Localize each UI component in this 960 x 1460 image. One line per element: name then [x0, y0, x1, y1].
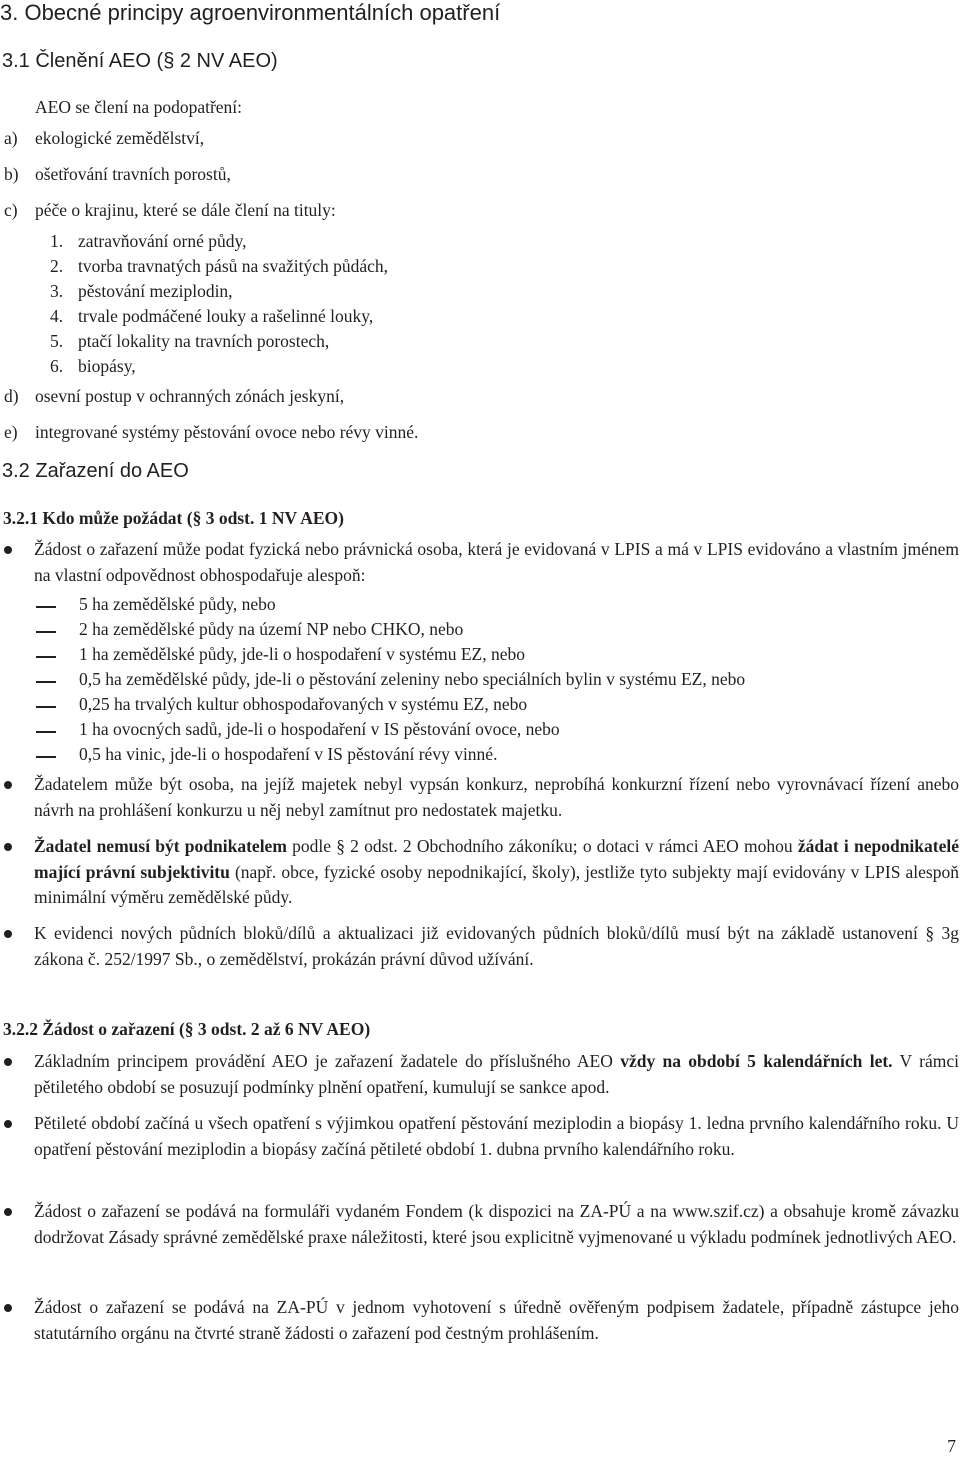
dash-list-item: 5 ha zemědělské půdy, nebo	[79, 594, 276, 614]
bullet-icon	[4, 781, 12, 789]
list-marker: 5.	[50, 331, 64, 351]
dash-icon	[36, 656, 56, 658]
dash-list-item: 0,5 ha zemědělské půdy, jde-li o pěstování zeleniny nebo speciálních bylin v systému EZ, nebo	[79, 669, 746, 689]
list-item-text: integrované systémy pěstování ovoce nebo révy vinné.	[35, 422, 419, 442]
bullet-icon	[4, 1304, 12, 1312]
list-item-text: osevní postup v ochranných zónách jeskyní,	[35, 386, 345, 406]
bold-text: vždy na období 5 kalendářních let.	[620, 1051, 893, 1071]
dash-list-item: 1 ha zemědělské půdy, jde-li o hospodaření v systému EZ, nebo	[79, 644, 525, 664]
paragraph: K evidenci nových půdních bloků/dílů a aktualizaci již evidovaných půdních bloků/dílů musí být na základě ustanovení § 3g zákona č. 252/1997 Sb., o zemědělství, prokázán právní důvod užívání.	[34, 923, 959, 969]
section-title: 3. Obecné principy agroenvironmentálních opatření	[0, 0, 501, 25]
bullet-icon	[4, 1120, 12, 1128]
dash-list-item: 1 ha ovocných sadů, jde-li o hospodaření v IS pěstování ovoce, nebo	[79, 719, 560, 739]
list-item-text: ošetřování travních porostů,	[35, 164, 231, 184]
list-marker: 2.	[50, 256, 64, 276]
list-marker: a)	[4, 128, 18, 148]
subsection-title-3-1: 3.1 Členění AEO (§ 2 NV AEO)	[2, 50, 278, 72]
text-run: Základním principem provádění AEO je zařazení žadatele do příslušného AEO	[34, 1051, 621, 1071]
paragraph: Žádost o zařazení se podává na ZA-PÚ v jednom vyhotovení s úředně ověřeným podpisem žadatele, případně zástupce jeho statutárního orgánu na čtvrté straně žádosti o zařazení pod čestným prohlášením.	[34, 1297, 959, 1343]
dash-list-item: 0,5 ha vinic, jde-li o hospodaření v IS pěstování révy vinné.	[79, 744, 498, 764]
bold-text: Žadatel nemusí být podnikatelem	[34, 836, 287, 856]
heading-3-2-2: 3.2.2 Žádost o zařazení (§ 3 odst. 2 až 6 NV AEO)	[3, 1019, 371, 1039]
list-intro: AEO se člení na podopatření:	[35, 97, 243, 117]
list-marker: 1.	[50, 231, 64, 251]
paragraph: Žádost o zařazení se podává na formuláři vydaném Fondem (k dispozici na ZA-PÚ a na www.szif.cz) a obsahuje kromě závazku dodržovat Zásady správné zemědělské praxe náležitosti, které jsou explicitně vyjmenované u výkladu podmínek jednotlivých AEO.	[34, 1201, 959, 1247]
bullet-icon	[4, 930, 12, 938]
list-item-text: zatravňování orné půdy,	[78, 231, 247, 251]
subsection-title-3-2: 3.2 Zařazení do AEO	[2, 460, 189, 482]
list-item-text: trvale podmáčené louky a rašelinné louky,	[78, 306, 374, 326]
list-marker: 4.	[50, 306, 64, 326]
text-run: (např. obce, fyzické osoby nepodnikající, školy), jestliže tyto subjekty mají evidovány v LPIS alespoň minimální výměru zemědělské půdy.	[34, 861, 959, 907]
list-marker: c)	[4, 200, 18, 220]
paragraph: Pětileté období začíná u všech opatření s výjimkou opatření pěstování meziplodin a biopásy 1. ledna prvního kalendářního roku. U opatření pěstování meziplodin a biopásy začíná pětileté období 1. dubna prvního kalendářního roku.	[34, 1113, 959, 1159]
list-item-text: ptačí lokality na travních porostech,	[78, 331, 330, 351]
list-marker: e)	[4, 422, 18, 442]
list-marker: b)	[4, 164, 19, 184]
paragraph: Žadatelem může být osoba, na jejíž majetek nebyl vypsán konkurz, neprobíhá konkurzní řízení nebo vyrovnávací řízení anebo návrh na prohlášení konkurzu u něj nebyl zamítnut pro nedostatek majetku.	[34, 774, 959, 820]
bullet-icon	[4, 546, 12, 554]
dash-icon	[36, 756, 56, 758]
bold-text: žádat i nepodnikatelé mající právní subjektivitu	[34, 836, 959, 882]
list-item-text: ekologické zemědělství,	[35, 128, 205, 148]
paragraph	[34, 834, 959, 911]
page-number: 7	[947, 1436, 956, 1456]
paragraph: Žádost o zařazení může podat fyzická nebo právnická osoba, která je evidovaná v LPIS a má v LPIS evidováno a vlastním jménem na vlastní odpovědnost obhospodařuje alespoň:	[34, 539, 959, 585]
list-item-text: biopásy,	[78, 356, 136, 376]
dash-icon	[36, 706, 56, 708]
dash-icon	[36, 731, 56, 733]
bullet-icon	[4, 1058, 12, 1066]
list-item-text: tvorba travnatých pásů na svažitých půdách,	[78, 256, 389, 276]
list-marker: 3.	[50, 281, 64, 301]
dash-list-item: 2 ha zemědělské půdy na území NP nebo CHKO, nebo	[79, 619, 464, 639]
dash-icon	[36, 681, 56, 683]
paragraph	[34, 1049, 959, 1100]
dash-list-item: 0,25 ha trvalých kultur obhospodařovaných v systému EZ, nebo	[79, 694, 528, 714]
bullet-icon	[4, 843, 12, 851]
bullet-icon	[4, 1208, 12, 1216]
heading-3-2-1: 3.2.1 Kdo může požádat (§ 3 odst. 1 NV AEO)	[3, 508, 344, 528]
list-marker: 6.	[50, 356, 64, 376]
dash-icon	[36, 606, 56, 608]
text-run: V rámci pětiletého období se posuzují podmínky plnění opatření, kumulují se sankce apod.	[34, 1051, 959, 1097]
list-item-text: pěstování meziplodin,	[78, 281, 233, 301]
dash-icon	[36, 631, 56, 633]
text-run: podle § 2 odst. 2 Obchodního zákoníku; o dotaci v rámci AEO mohou	[286, 836, 798, 856]
list-marker: d)	[4, 386, 19, 406]
list-item-text: péče o krajinu, které se dále člení na tituly:	[35, 200, 336, 220]
